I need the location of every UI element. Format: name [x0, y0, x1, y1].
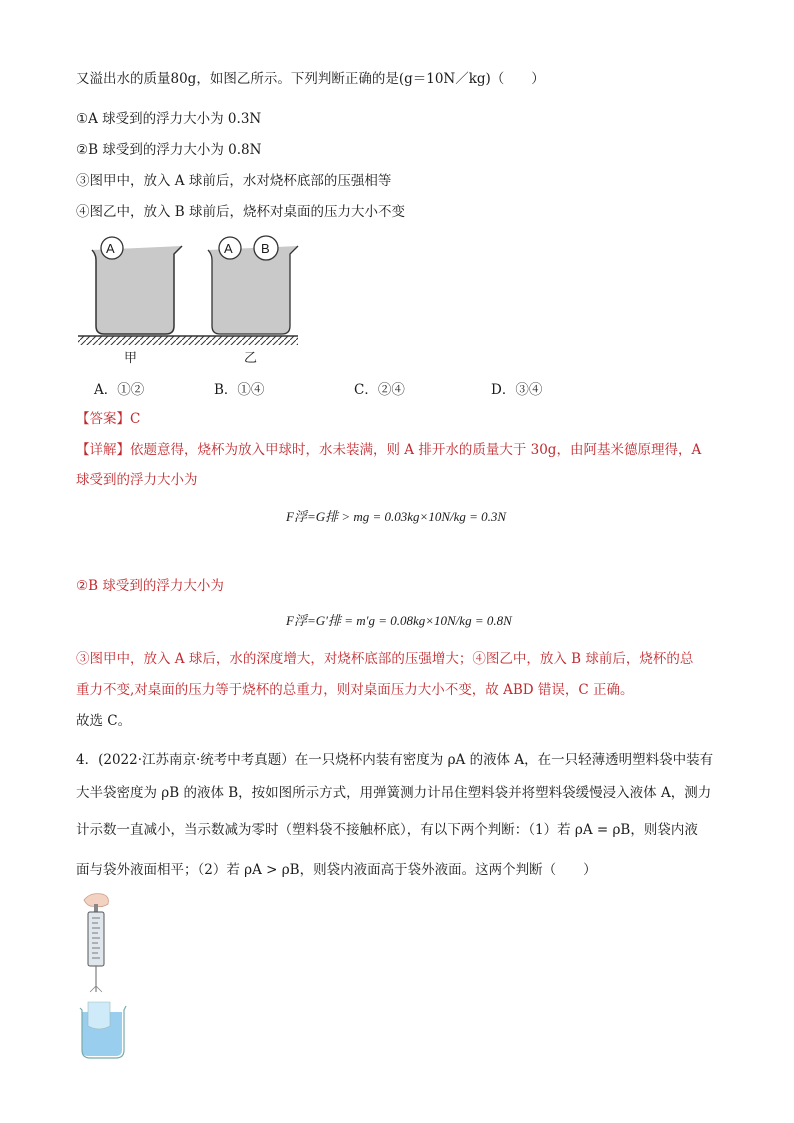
- ball-a-label-left: A: [106, 241, 115, 256]
- part-3-line-1: ③图甲中，放入 A 球后，水的深度增大，对烧杯底部的压强增大；④图乙中，放入 B 球前后，烧杯的总: [76, 651, 694, 667]
- q4-line-2: 大半袋密度为 ρB 的液体 B，按如图所示方式，用弹簧测力计吊住塑料袋并将塑料袋缓慢浸入液体 A，测力: [76, 785, 712, 801]
- option-a: A．①②: [94, 382, 145, 398]
- statement-1: ①A 球受到的浮力大小为 0.3N: [76, 111, 262, 127]
- statement-4: ④图乙中，放入 B 球前后，烧杯对桌面的压力大小不变: [76, 204, 406, 220]
- part-2-heading: ②B 球受到的浮力大小为: [76, 578, 224, 594]
- option-b: B．①④: [214, 382, 265, 398]
- detail-line-1: [76, 440, 701, 460]
- spring-scale-figure: [72, 890, 142, 1060]
- ball-b-label: B: [261, 241, 270, 256]
- option-c: C．②④: [354, 382, 405, 398]
- option-d: D．③④: [491, 382, 543, 398]
- q3-stem-line: 又溢出水的质量80g，如图乙所示。下列判断正确的是(g＝10N／kg)（ ）: [76, 71, 545, 87]
- beaker-right: [208, 246, 298, 334]
- detail-line-2: 球受到的浮力大小为: [76, 472, 198, 488]
- ball-a-label-right: A: [224, 241, 233, 256]
- beaker-left: [92, 246, 182, 334]
- table-hatch: [78, 336, 298, 345]
- detail-text-1: 依题意得，烧杯为放入甲球时，水未装满，则 A 排开水的质量大于 30g，由阿基米德原理得，A: [130, 442, 702, 458]
- answer: 【答案】C: [76, 411, 141, 427]
- caption-yi: 乙: [244, 351, 258, 366]
- detail-label: 【详解】: [76, 442, 130, 458]
- statement-2: ②B 球受到的浮力大小为 0.8N: [76, 142, 262, 158]
- q4-line-4: 面与袋外液面相平；（2）若 ρA > ρB，则袋内液面高于袋外液面。这两个判断（ ）: [76, 862, 597, 878]
- part-3-line-2: 重力不变,对桌面的压力等于烧杯的总重力，则对桌面压力大小不变，故 ABD 错误，C 正确。: [76, 682, 634, 698]
- caption-jia: 甲: [124, 351, 138, 366]
- formula-1: F浮=G排 > mg = 0.03kg×10N/kg = 0.3N: [286, 509, 507, 524]
- q4-line-3: 计示数一直减小，当示数减为零时（塑料袋不接触杯底），有以下两个判断：（1）若 ρA = ρB，则袋内液: [76, 822, 698, 838]
- q4-line-1: 4．(2022·江苏南京·统考中考真题）在一只烧杯内装有密度为 ρA 的液体 A，在一只轻薄透明塑料袋中装有: [76, 752, 714, 768]
- formula-2: F浮=G′排 = m′g = 0.08kg×10N/kg = 0.8N: [286, 613, 512, 628]
- statement-3: ③图甲中，放入 A 球前后，水对烧杯底部的压强相等: [76, 173, 392, 189]
- conclusion: 故选 C。: [76, 713, 132, 729]
